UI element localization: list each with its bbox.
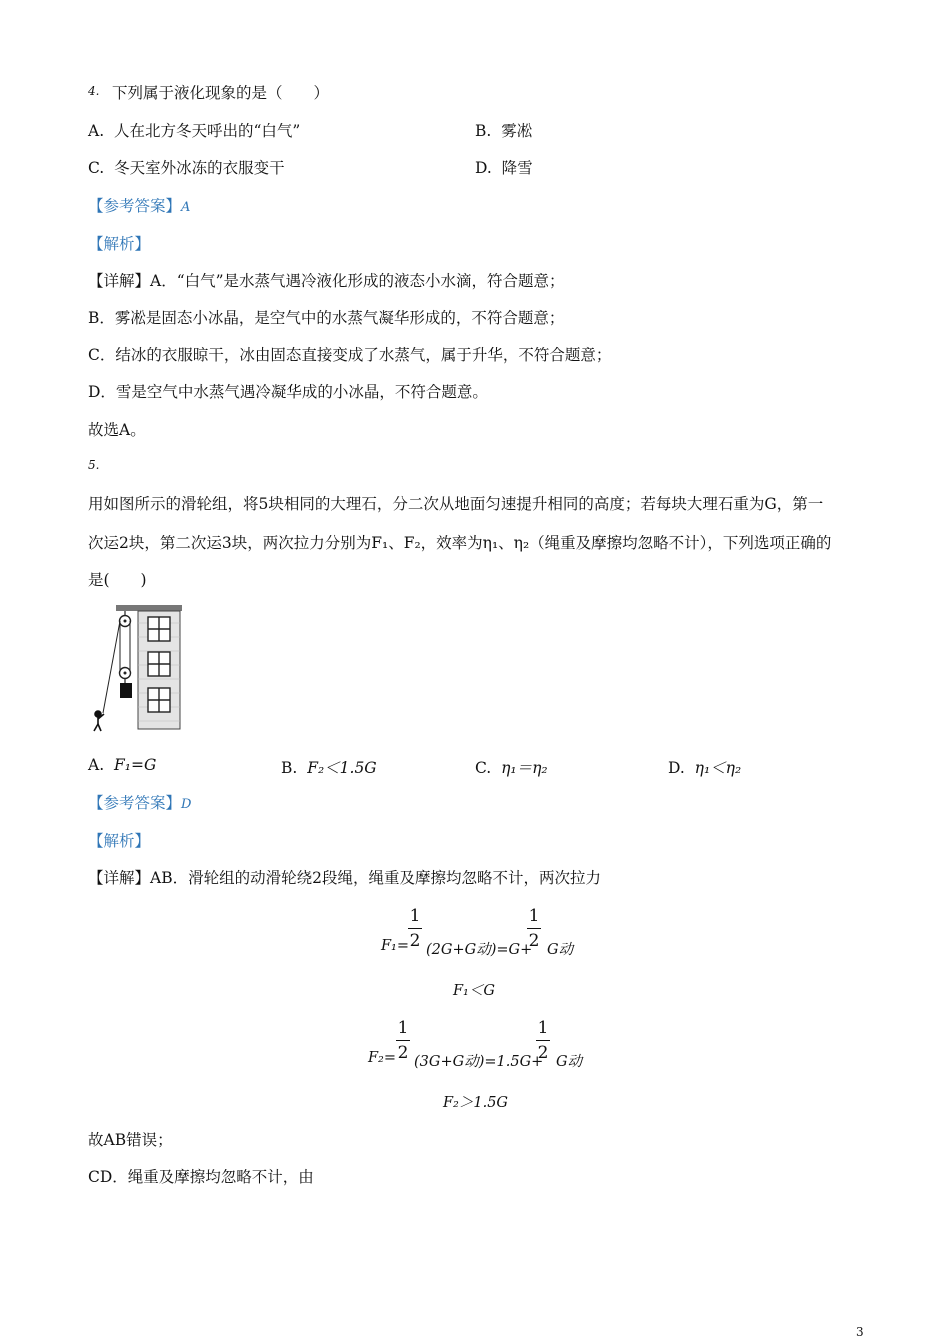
question-4-stem: 下列属于液化现象的是（ ） [112,84,330,102]
q5-cd-text: CD．绳重及摩擦均忽略不计，由 [88,1168,314,1186]
option-text: 人在北方冬天呼出的“白气” [113,122,301,140]
option-text: η₁＜η₂ [694,759,742,777]
q4-analysis-label: 【解析】 [88,235,151,253]
option-text: F₁=G [113,756,157,774]
roof-beam [116,605,182,611]
eq1-lhs: F₁= [381,938,410,954]
eq3-middle: (3G+G动)=1.5G+ [414,1054,544,1070]
eq3-fraction [396,1018,410,1063]
detail-text: A．“白气”是水蒸气遇冷液化形成的液态小水滴，符合题意； [150,272,565,290]
question-5-stem-line-2: 次运2块，第二次运3块，两次拉力分别为F₁、F₂，效率为η₁、η₂（绳重及摩擦均忽略不计），下列选项正确的 [88,534,832,552]
fraction-numerator: 1 [397,1018,409,1038]
eq1-middle: (2G+G动)=G+ [426,942,533,958]
eq1-fraction-2 [527,906,541,951]
option-letter: A. [88,756,105,774]
fraction-bar [396,1040,410,1041]
question-4-number: 4. [88,84,100,98]
marble-load [120,683,132,698]
fraction-numerator: 1 [528,906,540,926]
q5-option-c [475,756,548,778]
eq3-tail: G动 [556,1054,583,1070]
eq1-tail: G动 [547,942,574,958]
answer-label: 【参考答案】 [88,794,182,812]
q5-conclusion-ab: 故AB错误； [88,1131,173,1149]
answer-value: A [181,200,191,215]
fraction-numerator: 1 [409,906,421,926]
option-text: F₂＜1.5G [307,759,377,777]
detail-label: 【详解】 [88,272,151,290]
q4-detail-line-4: D．雪是空气中水蒸气遇冷凝华成的小冰晶，不符合题意。 [88,383,488,401]
eq4: F₂＞1.5G [443,1095,509,1111]
question-5-stem-line-1: 用如图所示的滑轮组，将5块相同的大理石，分二次从地面匀速提升相同的高度；若每块大理石重为G，第一 [88,495,824,513]
pulley-building-figure [88,603,184,733]
fraction-bar [536,1040,550,1041]
fraction-numerator: 1 [537,1018,549,1038]
eq2: F₁＜G [453,983,495,999]
answer-label: 【参考答案】 [88,197,182,215]
q4-option-c [88,156,285,178]
eq1-fraction [408,906,422,951]
fraction-denominator: 2 [397,1043,409,1064]
option-text: 雾凇 [501,122,533,140]
q4-detail-line-2: B．雾凇是固态小冰晶，是空气中的水蒸气凝华形成的，不符合题意； [88,309,565,327]
option-text: 降雪 [501,159,533,177]
eq3-fraction-2 [536,1018,550,1063]
option-text: 冬天室外冰冻的衣服变干 [114,159,285,177]
fraction-denominator: 2 [409,931,421,952]
person-pulling [94,711,104,731]
q4-option-d [475,156,533,178]
option-letter: C. [475,759,492,777]
fraction-bar [527,928,541,929]
q5-detail-line [88,866,601,888]
detail-text: AB．滑轮组的动滑轮绕2段绳，绳重及摩擦均忽略不计，两次拉力 [150,869,601,887]
question-5-number: 5. [88,458,100,472]
q5-analysis-label: 【解析】 [88,832,151,850]
q4-option-a [88,119,300,141]
q5-answer [88,791,191,813]
fraction-denominator: 2 [528,931,540,952]
answer-value: D [181,797,192,812]
option-letter: D. [475,159,492,177]
q4-answer [88,194,190,216]
q4-option-b [475,119,532,141]
q4-detail-line-1 [88,269,565,291]
fraction-denominator: 2 [537,1043,549,1064]
windows [148,617,170,712]
q4-conclusion: 故选A。 [88,421,146,439]
detail-label: 【详解】 [88,869,151,887]
option-letter: A. [88,122,105,140]
page-number: 3 [856,1325,864,1339]
option-letter: D. [668,759,685,777]
q5-option-a [88,756,156,774]
fraction-bar [408,928,422,929]
option-letter: C. [88,159,105,177]
option-letter: B. [475,122,492,140]
option-text: η₁＝η₂ [501,759,548,777]
q5-option-b [281,756,377,778]
option-letter: B. [281,759,298,777]
q4-detail-line-3: C．结冰的衣服晾干，冰由固态直接变成了水蒸气，属于升华，不符合题意； [88,346,612,364]
question-5-stem-line-3: 是( ) [88,571,147,589]
eq3-lhs: F₂= [368,1050,397,1066]
q5-option-d [668,756,741,778]
